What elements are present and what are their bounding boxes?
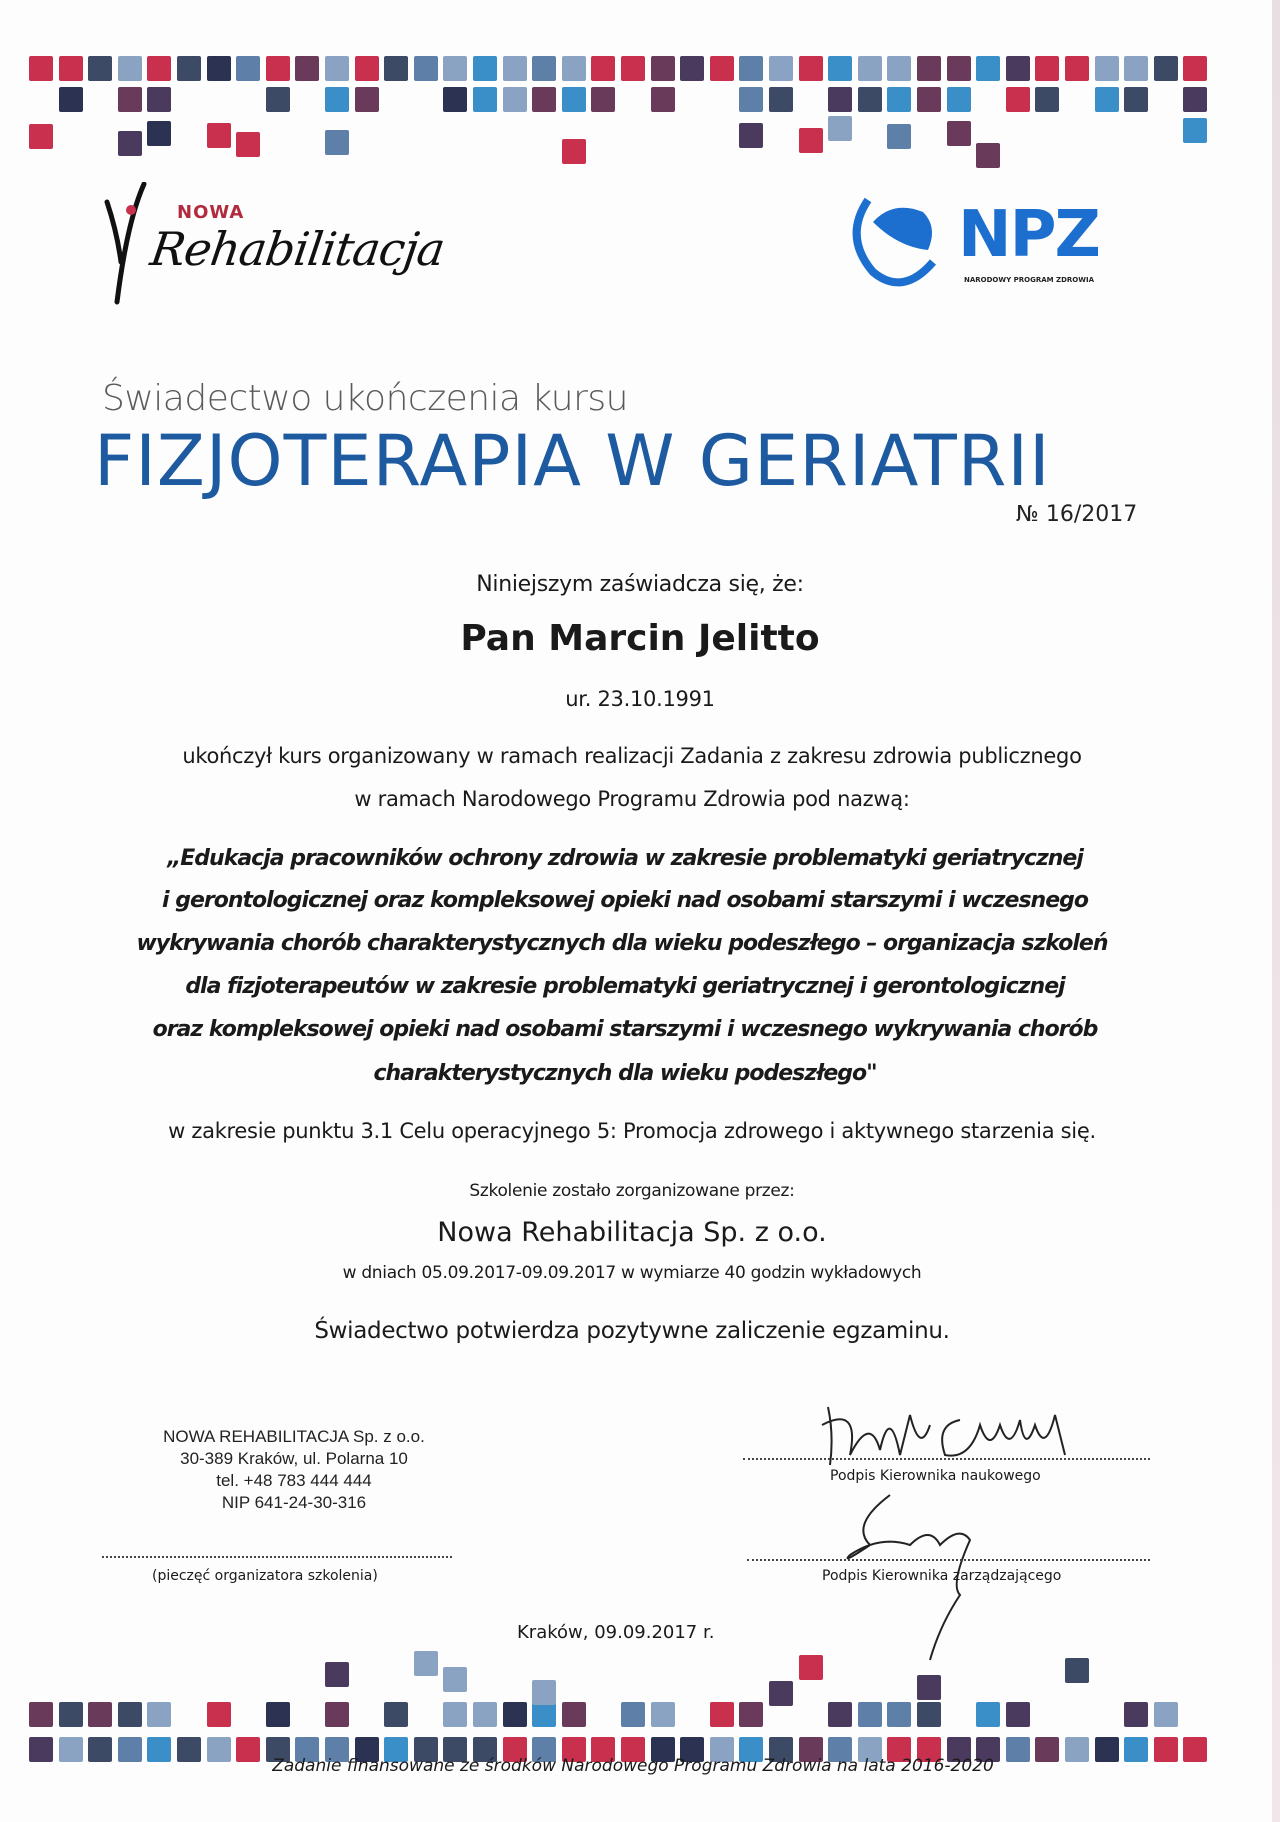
decorative-square (739, 87, 763, 112)
program-name-line: dla fizjoterapeutów w zakresie problematyki geriatrycznej i gerontologicznej (185, 974, 1065, 999)
decorative-square (88, 56, 112, 81)
signature-scientific (820, 1395, 1110, 1475)
decorative-square (88, 1702, 112, 1727)
decorative-square (266, 56, 290, 81)
course-title: FIZJOTERAPIA W GERIATRII (94, 420, 1051, 502)
decorative-square (355, 87, 379, 112)
decorative-square (503, 1702, 527, 1727)
decorative-square (562, 87, 586, 112)
decorative-square (947, 121, 971, 146)
signature-line-managing (747, 1559, 1150, 1561)
decorative-square (947, 87, 971, 112)
page-edge (1272, 0, 1280, 1822)
signature-line-scientific (743, 1458, 1150, 1460)
stamp-label: (pieczęć organizatora szkolenia) (152, 1568, 378, 1584)
decorative-square (443, 1702, 467, 1727)
decorative-square (118, 87, 142, 112)
stamp-line: 30-389 Kraków, ul. Polarna 10 (180, 1449, 408, 1468)
decorative-square (266, 87, 290, 112)
decorative-square (118, 131, 142, 156)
recipient-name: Pan Marcin Jelitto (460, 618, 820, 659)
decorative-square (59, 1702, 83, 1727)
decorative-square (917, 1675, 941, 1700)
decorative-square (325, 1702, 349, 1727)
decorative-square (799, 56, 823, 81)
decorative-square (1065, 1658, 1089, 1683)
decorative-square (858, 87, 882, 112)
decorative-square (443, 87, 467, 112)
decorative-square (1065, 56, 1089, 81)
decorative-square (118, 56, 142, 81)
stamp-line: tel. +48 783 444 444 (216, 1471, 372, 1490)
decorative-square (1006, 56, 1030, 81)
decorative-square (621, 56, 645, 81)
program-name-line: „Edukacja pracowników ochrony zdrowia w zakresie problematyki geriatrycznej (167, 846, 1083, 871)
decorative-square (532, 1702, 556, 1727)
decorative-square (739, 56, 763, 81)
decorative-square (828, 116, 852, 141)
decorative-square (1006, 1702, 1030, 1727)
decorative-square (503, 56, 527, 81)
decorative-square (59, 87, 83, 112)
funding-note: Zadanie finansowane ze środków Narodowego Programu Zdrowia na lata 2016-2020 (272, 1756, 994, 1776)
decorative-square (858, 1702, 882, 1727)
decorative-square (562, 1702, 586, 1727)
decorative-square (325, 56, 349, 81)
decorative-square (799, 128, 823, 153)
stamp-line: NIP 641-24-30-316 (221, 1493, 367, 1512)
program-name-line: wykrywania chorób charakterystycznych dla wieku podeszłego – organizacja szkoleń (136, 931, 1108, 956)
decorative-square (29, 124, 53, 149)
decorative-square (1006, 87, 1030, 112)
decorative-square (591, 87, 615, 112)
npz-logo (848, 192, 1138, 292)
decorative-square (414, 56, 438, 81)
stamp-line: NOWA REHABILITACJA Sp. z o.o. (163, 1427, 425, 1446)
course-desc-line1: ukończył kurs organizowany w ramach realizacji Zadania z zakresu zdrowia publicznego (182, 744, 1082, 768)
decorative-square (1124, 56, 1148, 81)
decorative-square (266, 1702, 290, 1727)
decorative-square (710, 56, 734, 81)
decorative-square (295, 56, 319, 81)
decorative-square (769, 56, 793, 81)
intro-text: Niniejszym zaświadcza się, że: (476, 572, 804, 597)
decorative-square (59, 56, 83, 81)
decorative-square (1154, 56, 1178, 81)
logo-nowa: NOWA (177, 202, 245, 223)
decorative-square (503, 87, 527, 112)
decorative-square (384, 1702, 408, 1727)
decorative-square (769, 1681, 793, 1706)
decorative-square (355, 56, 379, 81)
decorative-square (562, 56, 586, 81)
npz-text: NPZ (958, 198, 1099, 272)
decorative-square (651, 1702, 675, 1727)
decorative-square (473, 87, 497, 112)
decorative-square (414, 1651, 438, 1676)
decorative-square (739, 123, 763, 148)
decorative-square (1183, 118, 1207, 143)
decorative-square (887, 124, 911, 149)
decorative-square (532, 56, 556, 81)
decorative-square (858, 56, 882, 81)
decorative-square (207, 1702, 231, 1727)
organized-by-label: Szkolenie zostało zorganizowane przez: (469, 1181, 795, 1201)
decorative-square (976, 143, 1000, 168)
decorative-square (917, 87, 941, 112)
decorative-square (651, 56, 675, 81)
decorative-square (976, 1702, 1000, 1727)
stamp-line-dotted (102, 1556, 452, 1558)
decorative-square (1154, 1702, 1178, 1727)
program-name-line: i gerontologicznej oraz kompleksowej opieki nad osobami starszymi i wczesnego (162, 888, 1088, 913)
decorative-square (325, 130, 349, 155)
decorative-square (680, 56, 704, 81)
npz-emblem-icon (848, 192, 948, 290)
decorative-square (147, 87, 171, 112)
decorative-square (325, 1662, 349, 1687)
decorative-square (1124, 1702, 1148, 1727)
decorative-square (947, 56, 971, 81)
decorative-square (562, 139, 586, 164)
decorative-square (1183, 87, 1207, 112)
decorative-square (207, 123, 231, 148)
decorative-square (443, 1667, 467, 1692)
decorative-square (325, 87, 349, 112)
decorative-square (651, 87, 675, 112)
decorative-square (799, 1655, 823, 1680)
certificate-subtitle: Świadectwo ukończenia kursu (102, 378, 628, 419)
organizer-stamp (114, 1426, 474, 1514)
decorative-square (710, 1702, 734, 1727)
decorative-square (1035, 87, 1059, 112)
decorative-square (917, 56, 941, 81)
decorative-square (1183, 56, 1207, 81)
course-desc-line2: w ramach Narodowego Programu Zdrowia pod nazwą: (354, 787, 910, 811)
decorative-square (739, 1702, 763, 1727)
organizer-name: Nowa Rehabilitacja Sp. z o.o. (437, 1217, 827, 1248)
course-dates: w dniach 05.09.2017-09.09.2017 w wymiarze 40 godzin wykładowych (342, 1263, 922, 1283)
signature-label-scientific: Podpis Kierownika naukowego (830, 1468, 1041, 1484)
decorative-square (976, 56, 1000, 81)
decorative-square (828, 56, 852, 81)
decorative-square (1035, 56, 1059, 81)
decorative-square (1124, 87, 1148, 112)
decorative-square (621, 1702, 645, 1727)
decorative-square (29, 56, 53, 81)
scope-text: w zakresie punktu 3.1 Celu operacyjnego 5: Promocja zdrowego i aktywnego starzenia się. (168, 1119, 1096, 1143)
birth-date: ur. 23.10.1991 (565, 687, 715, 711)
certificate-number: № 16/2017 (1016, 502, 1138, 527)
figure-icon (99, 182, 159, 307)
exam-confirmation: Świadectwo potwierdza pozytywne zaliczenie egzaminu. (314, 1318, 950, 1344)
decorative-square (769, 87, 793, 112)
decorative-square (147, 56, 171, 81)
decorative-square (29, 1702, 53, 1727)
decorative-square (828, 1702, 852, 1727)
decorative-square (443, 56, 467, 81)
decorative-square (887, 1702, 911, 1727)
decorative-square (473, 1702, 497, 1727)
logo-rehabilitacja: Rehabilitacja (147, 222, 448, 276)
decorative-square (1095, 87, 1119, 112)
decorative-square (1095, 56, 1119, 81)
decorative-square (384, 56, 408, 81)
program-name-line: charakterystycznych dla wieku podeszłego" (373, 1061, 877, 1086)
decorative-square (532, 87, 556, 112)
program-name-line: oraz kompleksowej opieki nad osobami starszymi i wczesnego wykrywania chorób (152, 1017, 1098, 1042)
decorative-square (236, 56, 260, 81)
decorative-square (828, 87, 852, 112)
nowa-rehabilitacja-logo (99, 182, 459, 312)
decorative-square (917, 1702, 941, 1727)
npz-subtext: NARODOWY PROGRAM ZDROWIA (964, 276, 1095, 284)
decorative-square (236, 132, 260, 157)
decorative-square (147, 1702, 171, 1727)
decorative-square (887, 56, 911, 81)
decorative-square (473, 56, 497, 81)
decorative-square (591, 56, 615, 81)
decorative-square (118, 1702, 142, 1727)
decorative-square (207, 56, 231, 81)
decorative-square (887, 87, 911, 112)
decorative-square (532, 1680, 556, 1705)
decorative-square (177, 56, 201, 81)
place-date: Kraków, 09.09.2017 r. (517, 1622, 715, 1643)
decorative-square (147, 121, 171, 146)
signature-label-managing: Podpis Kierownika zarządzającego (822, 1568, 1062, 1584)
